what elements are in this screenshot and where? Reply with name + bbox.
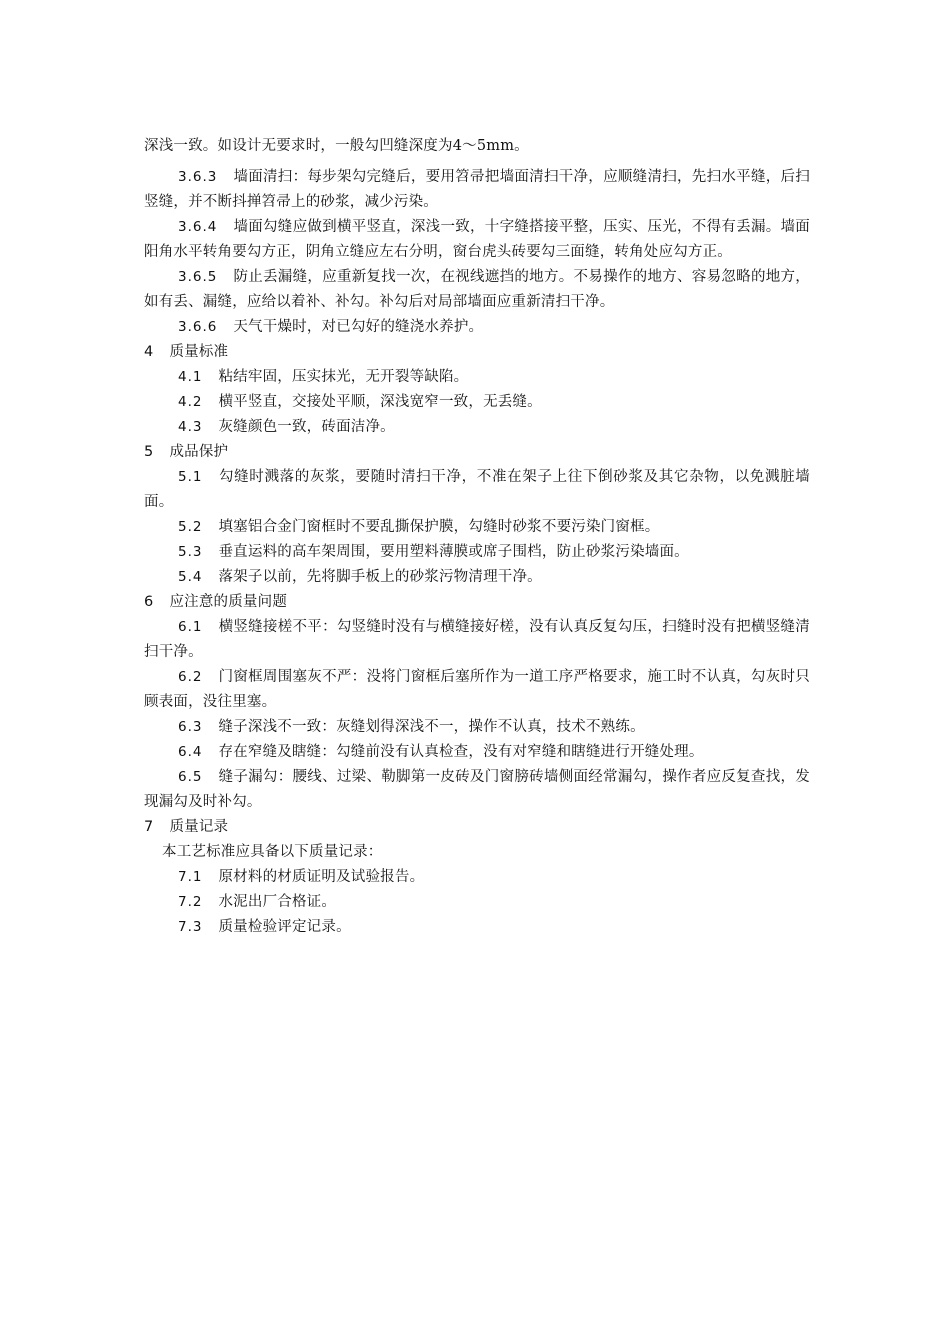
clause-number: 6.2 bbox=[178, 669, 203, 685]
clause-text: 填塞铝合金门窗框时不要乱撕保护膜，勾缝时砂浆不要污染门窗框。 bbox=[218, 519, 660, 535]
clause-text: 墙面清扫：每步架勾完缝后，要用笤帚把墙面清扫干净，应顺缝清扫，先扫水平缝，后扫竖缝，并不断抖掸笤帚上的砂浆，减少污染。 bbox=[144, 169, 810, 210]
clause-6-2 bbox=[144, 665, 810, 715]
clause-number: 5.1 bbox=[178, 469, 203, 485]
clause-text: 缝子深浅不一致：灰缝划得深浅不一，操作不认真，技术不熟练。 bbox=[218, 719, 645, 735]
section-title: 质量标准 bbox=[169, 344, 229, 360]
clause-number: 6.3 bbox=[178, 719, 203, 735]
clause-3-6-3 bbox=[144, 165, 810, 215]
section-number: 5 bbox=[144, 444, 154, 460]
clause-text: 原材料的材质证明及试验报告。 bbox=[218, 869, 425, 885]
continuation-paragraph: 深浅一致。如设计无要求时，一般勾凹缝深度为4～5mm。 bbox=[144, 138, 529, 154]
clause-number: 5.4 bbox=[178, 569, 203, 585]
clause-text: 粘结牢固，压实抹光，无开裂等缺陷。 bbox=[218, 369, 469, 385]
clause-7-3 bbox=[144, 915, 810, 940]
clause-3-6-4 bbox=[144, 215, 810, 265]
clause-text: 存在窄缝及瞎缝：勾缝前没有认真检查，没有对窄缝和瞎缝进行开缝处理。 bbox=[218, 744, 704, 760]
clause-6-1 bbox=[144, 615, 810, 665]
clause-number: 5.2 bbox=[178, 519, 203, 535]
clause-text: 墙面勾缝应做到横平竖直，深浅一致，十字缝搭接平整，压实、压光，不得有丢漏。墙面阳角水平转角要勾方正，阴角立缝应左右分明，窗台虎头砖要勾三面缝，转角处应勾方正。 bbox=[144, 219, 810, 260]
clause-text: 落架子以前，先将脚手板上的砂浆污物清理干净。 bbox=[218, 569, 542, 585]
clause-6-4 bbox=[144, 740, 810, 765]
section-title: 成品保护 bbox=[169, 444, 229, 460]
clause-number: 5.3 bbox=[178, 544, 203, 560]
clause-text: 天气干燥时，对已勾好的缝浇水养护。 bbox=[233, 319, 484, 335]
clause-number: 3.6.4 bbox=[178, 219, 218, 235]
clause-5-2 bbox=[144, 515, 810, 540]
clause-text: 水泥出厂合格证。 bbox=[218, 894, 337, 910]
clause-text: 勾缝时溅落的灰浆，要随时清扫干净，不准在架子上往下倒砂浆及其它杂物，以免溅脏墙面。 bbox=[144, 469, 810, 510]
clause-number: 4.1 bbox=[178, 369, 203, 385]
clause-text: 质量检验评定记录。 bbox=[218, 919, 351, 935]
clause-number: 7.2 bbox=[178, 894, 203, 910]
clause-number: 3.6.3 bbox=[178, 169, 218, 185]
section-number: 4 bbox=[144, 344, 154, 360]
section-number: 6 bbox=[144, 594, 154, 610]
clause-number: 3.6.5 bbox=[178, 269, 218, 285]
clause-number: 6.1 bbox=[178, 619, 203, 635]
clause-6-3 bbox=[144, 715, 810, 740]
clause-5-3 bbox=[144, 540, 810, 565]
clause-3-6-5 bbox=[144, 265, 810, 315]
document-body bbox=[144, 134, 810, 940]
clause-7-2 bbox=[144, 890, 810, 915]
clause-text: 门窗框周围塞灰不严：没将门窗框后塞所作为一道工序严格要求，施工时不认真，勾灰时只顾表面，没往里塞。 bbox=[144, 669, 810, 710]
clause-text: 横竖缝接槎不平：勾竖缝时没有与横缝接好槎，没有认真反复勾压，扫缝时没有把横竖缝清扫干净。 bbox=[144, 619, 810, 660]
clause-text: 防止丢漏缝，应重新复找一次，在视线遮挡的地方。不易操作的地方、容易忽略的地方，如有丢、漏缝，应给以着补、补勾。补勾后对局部墙面应重新清扫干净。 bbox=[144, 269, 810, 310]
clause-4-3 bbox=[144, 415, 810, 440]
clause-6-5 bbox=[144, 765, 810, 815]
section-heading-6 bbox=[144, 590, 810, 615]
clause-text: 垂直运料的高车架周围，要用塑料薄膜或席子围档，防止砂浆污染墙面。 bbox=[218, 544, 689, 560]
clause-text: 灰缝颜色一致，砖面洁净。 bbox=[218, 419, 395, 435]
clause-5-1 bbox=[144, 465, 810, 515]
clause-number: 4.2 bbox=[178, 394, 203, 410]
section-7-intro: 本工艺标准应具备以下质量记录： bbox=[162, 844, 383, 860]
section-number: 7 bbox=[144, 819, 154, 835]
clause-number: 3.6.6 bbox=[178, 319, 218, 335]
clause-4-2 bbox=[144, 390, 810, 415]
clause-3-6-6 bbox=[144, 315, 810, 340]
clause-text: 缝子漏勾：腰线、过梁、勒脚第一皮砖及门窗膀砖墙侧面经常漏勾，操作者应反复查找，发现漏勾及时补勾。 bbox=[144, 769, 810, 810]
clause-text: 横平竖直，交接处平顺，深浅宽窄一致，无丢缝。 bbox=[218, 394, 542, 410]
section-heading-5 bbox=[144, 440, 810, 465]
clause-number: 7.3 bbox=[178, 919, 203, 935]
clause-number: 7.1 bbox=[178, 869, 203, 885]
clause-number: 6.5 bbox=[178, 769, 203, 785]
section-heading-7 bbox=[144, 815, 810, 840]
section-title: 质量记录 bbox=[169, 819, 229, 835]
clause-number: 6.4 bbox=[178, 744, 203, 760]
section-title: 应注意的质量问题 bbox=[169, 594, 288, 610]
section-heading-4 bbox=[144, 340, 810, 365]
clause-5-4 bbox=[144, 565, 810, 590]
clause-7-1 bbox=[144, 865, 810, 890]
clause-number: 4.3 bbox=[178, 419, 203, 435]
clause-4-1 bbox=[144, 365, 810, 390]
